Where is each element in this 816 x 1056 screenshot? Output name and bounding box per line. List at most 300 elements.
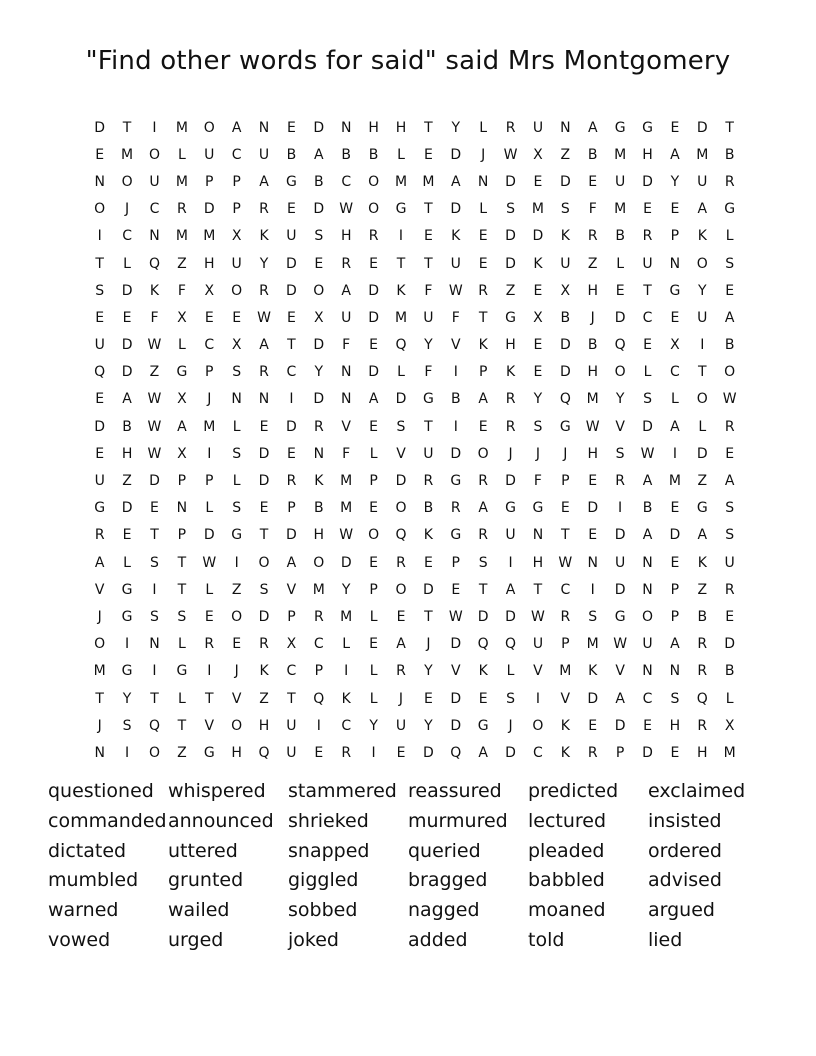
- grid-letter: E: [725, 445, 735, 462]
- grid-letter: X: [231, 228, 242, 245]
- grid-letter: L: [177, 337, 186, 354]
- word-list-item: pleaded: [528, 839, 605, 862]
- grid-letter: R: [505, 119, 516, 136]
- grid-letter: E: [287, 201, 296, 218]
- grid-letter: S: [725, 500, 735, 517]
- grid-letter: W: [531, 608, 545, 625]
- word-list-item: shrieked: [288, 809, 369, 832]
- grid-letter: H: [697, 744, 708, 761]
- grid-letter: S: [725, 527, 735, 544]
- grid-letter: O: [614, 364, 626, 381]
- grid-letter: D: [258, 608, 270, 625]
- grid-letter: C: [642, 309, 653, 326]
- grid-letter: G: [450, 473, 462, 490]
- grid-letter: J: [234, 663, 239, 680]
- grid-letter: I: [618, 500, 623, 517]
- grid-letter: T: [150, 527, 159, 544]
- grid-letter: E: [95, 391, 105, 408]
- grid-letter: E: [725, 282, 735, 299]
- grid-letter: T: [396, 255, 406, 272]
- grid-letter: V: [615, 418, 625, 435]
- grid-letter: R: [396, 554, 406, 571]
- grid-letter: G: [395, 201, 407, 218]
- grid-letter: T: [177, 554, 187, 571]
- grid-letter: G: [614, 119, 626, 136]
- grid-letter: O: [94, 636, 106, 653]
- grid-letter: M: [340, 608, 353, 625]
- grid-letter: Y: [424, 663, 433, 680]
- grid-letter: K: [505, 364, 516, 381]
- word-list-item: questioned: [48, 780, 154, 802]
- grid-letter: J: [398, 690, 404, 707]
- grid-letter: W: [257, 309, 271, 326]
- grid-letter: D: [149, 473, 160, 490]
- grid-letter: W: [613, 636, 628, 653]
- grid-letter: G: [696, 500, 708, 517]
- grid-letter: J: [590, 309, 595, 326]
- grid-letter: F: [177, 282, 186, 299]
- word-list-item: giggled: [288, 869, 359, 892]
- grid-letter: Z: [177, 744, 187, 761]
- grid-letter: I: [152, 663, 157, 680]
- grid-letter: G: [532, 500, 544, 517]
- grid-letter: M: [668, 473, 681, 490]
- grid-letter: G: [203, 744, 215, 761]
- grid-letter: Q: [450, 744, 462, 761]
- grid-letter: E: [643, 337, 652, 354]
- grid-letter: H: [532, 554, 544, 571]
- grid-letter: A: [697, 527, 708, 544]
- grid-letter: D: [121, 364, 133, 381]
- grid-letter: D: [258, 445, 270, 462]
- grid-letter: N: [532, 527, 544, 544]
- grid-letter: D: [368, 282, 379, 299]
- grid-letter: G: [559, 418, 571, 435]
- grid-letter: A: [177, 418, 187, 435]
- grid-letter: O: [313, 282, 325, 299]
- grid-letter: E: [232, 636, 242, 653]
- grid-letter: R: [259, 364, 269, 381]
- grid-letter: R: [724, 418, 735, 435]
- grid-letter: H: [669, 717, 681, 734]
- grid-letter: D: [450, 146, 462, 163]
- grid-letter: W: [147, 418, 162, 435]
- grid-letter: D: [477, 608, 489, 625]
- grid-letter: G: [505, 500, 516, 517]
- grid-letter: Q: [148, 717, 160, 734]
- grid-letter: E: [369, 418, 379, 435]
- grid-letter: R: [697, 717, 708, 734]
- grid-letter: H: [505, 337, 516, 354]
- grid-letter: T: [204, 690, 214, 707]
- grid-letter: V: [231, 690, 242, 707]
- word-list-item: insisted: [648, 809, 722, 832]
- grid-letter: K: [560, 228, 570, 245]
- grid-letter: J: [125, 201, 130, 218]
- grid-letter: H: [340, 228, 352, 245]
- word-list-item: dictated: [48, 839, 127, 862]
- word-list-item: nagged: [408, 899, 480, 922]
- grid-letter: Q: [148, 255, 160, 272]
- grid-letter: W: [202, 554, 217, 571]
- grid-letter: T: [287, 690, 296, 707]
- grid-letter: E: [150, 500, 159, 517]
- grid-letter: E: [287, 445, 296, 462]
- grid-letter: C: [286, 663, 297, 680]
- word-list-item: announced: [168, 809, 274, 832]
- grid-letter: X: [286, 636, 297, 653]
- grid-letter: O: [477, 445, 489, 462]
- grid-letter: C: [204, 337, 215, 354]
- grid-letter: R: [259, 201, 269, 218]
- grid-row: [86, 413, 743, 440]
- grid-letter: Z: [560, 146, 571, 163]
- grid-letter: P: [670, 608, 680, 625]
- grid-letter: E: [533, 173, 543, 190]
- grid-letter: E: [670, 744, 680, 761]
- grid-letter: U: [286, 228, 297, 245]
- grid-letter: U: [149, 173, 160, 190]
- grid-letter: D: [696, 119, 708, 136]
- grid-letter: U: [450, 255, 461, 272]
- grid-letter: E: [423, 554, 433, 571]
- grid-letter: D: [587, 500, 599, 517]
- grid-letter: L: [177, 690, 186, 707]
- grid-letter: Y: [314, 364, 324, 381]
- grid-letter: D: [395, 391, 407, 408]
- grid-letter: S: [314, 228, 324, 245]
- grid-letter: P: [561, 473, 570, 490]
- grid-letter: N: [669, 255, 681, 272]
- word-list-item: babbled: [528, 869, 605, 892]
- grid-letter: U: [560, 255, 571, 272]
- grid-letter: S: [232, 500, 242, 517]
- grid-letter: R: [697, 636, 708, 653]
- grid-letter: S: [506, 690, 515, 707]
- grid-letter: U: [423, 309, 434, 326]
- grid-letter: E: [204, 309, 214, 326]
- grid-letter: K: [341, 690, 351, 707]
- grid-letter: E: [533, 337, 543, 354]
- grid-letter: L: [177, 636, 186, 653]
- grid-letter: B: [724, 146, 735, 163]
- grid-letter: L: [369, 445, 378, 462]
- grid-letter: H: [258, 717, 270, 734]
- grid-letter: L: [643, 364, 652, 381]
- grid-row: [86, 603, 743, 630]
- grid-letter: E: [314, 744, 324, 761]
- grid-letter: D: [559, 173, 571, 190]
- grid-letter: E: [122, 309, 132, 326]
- grid-letter: P: [177, 473, 187, 490]
- grid-letter: J: [563, 445, 568, 462]
- grid-letter: M: [203, 418, 216, 435]
- grid-letter: L: [397, 364, 405, 381]
- grid-letter: N: [258, 391, 270, 408]
- grid-letter: A: [670, 636, 680, 653]
- grid-letter: B: [341, 146, 352, 163]
- grid-letter: O: [368, 201, 380, 218]
- grid-letter: U: [286, 744, 297, 761]
- grid-letter: M: [614, 146, 627, 163]
- grid-letter: R: [587, 744, 598, 761]
- grid-letter: D: [587, 690, 599, 707]
- grid-letter: M: [394, 173, 408, 190]
- grid-letter: P: [232, 201, 241, 218]
- grid-row: [86, 114, 743, 141]
- grid-letter: X: [177, 391, 187, 408]
- grid-letter: S: [533, 418, 543, 435]
- grid-letter: E: [670, 500, 680, 517]
- grid-letter: E: [259, 500, 269, 517]
- grid-letter: T: [95, 255, 104, 272]
- grid-letter: A: [341, 282, 351, 299]
- grid-letter: R: [478, 473, 489, 490]
- grid-letter: D: [286, 282, 297, 299]
- grid-letter: D: [450, 690, 462, 707]
- grid-letter: B: [642, 500, 653, 517]
- grid-letter: R: [423, 473, 434, 490]
- grid-letter: P: [205, 173, 214, 190]
- grid-letter: O: [696, 255, 708, 272]
- word-list-item: warned: [48, 899, 119, 922]
- grid-letter: R: [560, 608, 571, 625]
- grid-letter: W: [448, 608, 463, 625]
- grid-row: [86, 549, 743, 576]
- grid-letter: L: [232, 418, 241, 435]
- grid-letter: Y: [369, 717, 378, 734]
- grid-letter: Q: [313, 690, 325, 707]
- grid-letter: N: [258, 119, 270, 136]
- grid-letter: L: [123, 255, 131, 272]
- grid-letter: B: [724, 337, 735, 354]
- grid-letter: K: [423, 527, 433, 544]
- grid-letter: L: [397, 146, 405, 163]
- grid-letter: P: [287, 608, 296, 625]
- grid-letter: C: [286, 364, 297, 381]
- grid-letter: A: [478, 500, 488, 517]
- grid-letter: M: [175, 173, 188, 190]
- grid-letter: K: [560, 717, 570, 734]
- grid-letter: N: [340, 391, 352, 408]
- word-list-item: moaned: [528, 899, 606, 922]
- grid-letter: I: [700, 337, 705, 354]
- grid-letter: D: [450, 445, 462, 462]
- grid-letter: O: [231, 608, 243, 625]
- grid-letter: E: [369, 636, 379, 653]
- grid-letter: V: [204, 717, 215, 734]
- grid-letter: F: [588, 201, 597, 218]
- grid-letter: D: [505, 608, 516, 625]
- grid-letter: W: [722, 391, 737, 408]
- grid-letter: Y: [698, 282, 707, 299]
- grid-letter: D: [450, 636, 462, 653]
- grid-letter: Z: [259, 690, 269, 707]
- grid-letter: O: [121, 173, 133, 190]
- grid-letter: D: [422, 581, 434, 598]
- grid-letter: M: [340, 473, 353, 490]
- grid-letter: B: [368, 146, 379, 163]
- grid-letter: A: [670, 146, 680, 163]
- grid-letter: E: [478, 255, 488, 272]
- grid-letter: E: [369, 337, 379, 354]
- grid-letter: Q: [559, 391, 571, 408]
- grid-letter: T: [424, 418, 433, 435]
- grid-letter: D: [286, 527, 297, 544]
- grid-letter: D: [450, 201, 462, 218]
- grid-letter: T: [698, 364, 707, 381]
- grid-letter: D: [395, 473, 407, 490]
- grid-letter: O: [258, 554, 270, 571]
- grid-letter: G: [94, 500, 106, 517]
- word-search-grid: [86, 114, 743, 767]
- grid-letter: A: [505, 581, 516, 598]
- grid-letter: H: [587, 364, 598, 381]
- grid-row: [86, 576, 743, 603]
- grid-letter: I: [398, 228, 404, 245]
- grid-letter: R: [341, 744, 352, 761]
- grid-letter: S: [588, 608, 598, 625]
- grid-letter: Y: [259, 255, 269, 272]
- grid-letter: I: [152, 581, 157, 598]
- grid-letter: U: [614, 173, 626, 190]
- grid-letter: E: [122, 527, 132, 544]
- grid-letter: R: [368, 228, 379, 245]
- grid-letter: J: [535, 445, 541, 462]
- grid-letter: P: [451, 554, 460, 571]
- word-list-item: murmured: [408, 809, 508, 832]
- grid-letter: V: [560, 690, 571, 707]
- grid-letter: A: [724, 473, 735, 490]
- grid-row: [86, 631, 743, 658]
- grid-letter: F: [424, 364, 433, 381]
- word-list: [48, 780, 768, 959]
- grid-letter: R: [505, 418, 516, 435]
- grid-letter: F: [342, 445, 351, 462]
- grid-letter: R: [587, 228, 598, 245]
- word-list-item: sobbed: [288, 899, 358, 922]
- grid-letter: O: [148, 744, 160, 761]
- grid-letter: R: [478, 282, 489, 299]
- grid-row: [86, 168, 743, 195]
- grid-letter: C: [341, 717, 352, 734]
- grid-letter: J: [426, 636, 431, 653]
- grid-letter: M: [559, 663, 572, 680]
- grid-letter: J: [207, 391, 212, 408]
- grid-letter: G: [121, 581, 133, 598]
- grid-letter: Q: [395, 527, 407, 544]
- grid-letter: O: [696, 391, 708, 408]
- word-list-item: uttered: [168, 839, 238, 862]
- grid-letter: R: [615, 473, 625, 490]
- grid-letter: D: [258, 473, 270, 490]
- grid-letter: X: [533, 309, 543, 326]
- grid-letter: G: [422, 391, 434, 408]
- grid-letter: M: [203, 228, 216, 245]
- grid-letter: D: [669, 527, 681, 544]
- grid-letter: R: [259, 636, 269, 653]
- grid-letter: N: [176, 500, 188, 517]
- grid-letter: E: [670, 201, 680, 218]
- grid-letter: Z: [697, 473, 708, 490]
- grid-letter: G: [642, 119, 653, 136]
- grid-letter: E: [533, 364, 543, 381]
- grid-letter: G: [724, 201, 736, 218]
- grid-letter: E: [423, 690, 433, 707]
- grid-letter: G: [505, 309, 516, 326]
- grid-letter: E: [643, 717, 652, 734]
- grid-letter: H: [313, 527, 325, 544]
- grid-row: [86, 386, 743, 413]
- grid-letter: X: [231, 337, 242, 354]
- grid-letter: Q: [94, 364, 106, 381]
- grid-letter: T: [424, 608, 433, 625]
- grid-letter: E: [478, 228, 488, 245]
- grid-letter: O: [395, 581, 407, 598]
- word-list-item: lied: [648, 928, 683, 951]
- grid-letter: M: [586, 391, 599, 408]
- grid-letter: E: [560, 500, 570, 517]
- grid-letter: O: [231, 282, 243, 299]
- grid-letter: R: [642, 228, 653, 245]
- grid-letter: L: [177, 146, 186, 163]
- grid-letter: E: [615, 282, 625, 299]
- grid-letter: X: [670, 337, 680, 354]
- grid-letter: Q: [395, 337, 407, 354]
- grid-letter: T: [478, 581, 488, 598]
- grid-letter: K: [533, 255, 543, 272]
- grid-letter: I: [125, 636, 130, 653]
- grid-letter: A: [478, 391, 488, 408]
- grid-row: [86, 223, 743, 250]
- grid-letter: W: [585, 418, 600, 435]
- grid-letter: A: [286, 554, 297, 571]
- grid-letter: Q: [477, 636, 489, 653]
- grid-letter: T: [259, 527, 269, 544]
- grid-letter: R: [724, 173, 735, 190]
- grid-row: [86, 440, 743, 467]
- grid-letter: P: [369, 473, 378, 490]
- grid-letter: U: [642, 255, 653, 272]
- grid-letter: B: [450, 391, 461, 408]
- grid-letter: E: [95, 146, 105, 163]
- word-list-item: joked: [288, 928, 339, 951]
- grid-letter: K: [259, 663, 269, 680]
- grid-letter: D: [286, 255, 297, 272]
- grid-letter: L: [725, 228, 734, 245]
- grid-letter: W: [147, 391, 162, 408]
- grid-letter: A: [478, 744, 488, 761]
- grid-letter: E: [423, 228, 433, 245]
- grid-letter: T: [424, 255, 433, 272]
- grid-letter: S: [725, 255, 735, 272]
- grid-letter: U: [395, 717, 407, 734]
- grid-letter: F: [150, 309, 159, 326]
- grid-letter: S: [506, 201, 515, 218]
- grid-letter: C: [313, 636, 324, 653]
- grid-letter: N: [642, 554, 653, 571]
- grid-letter: Z: [177, 255, 187, 272]
- grid-letter: I: [590, 581, 595, 598]
- grid-letter: E: [314, 255, 324, 272]
- grid-letter: K: [314, 473, 324, 490]
- grid-letter: C: [560, 581, 571, 598]
- grid-letter: R: [724, 581, 735, 598]
- grid-row: [86, 712, 743, 739]
- grid-letter: Q: [505, 636, 517, 653]
- grid-letter: G: [286, 173, 297, 190]
- grid-letter: C: [231, 146, 242, 163]
